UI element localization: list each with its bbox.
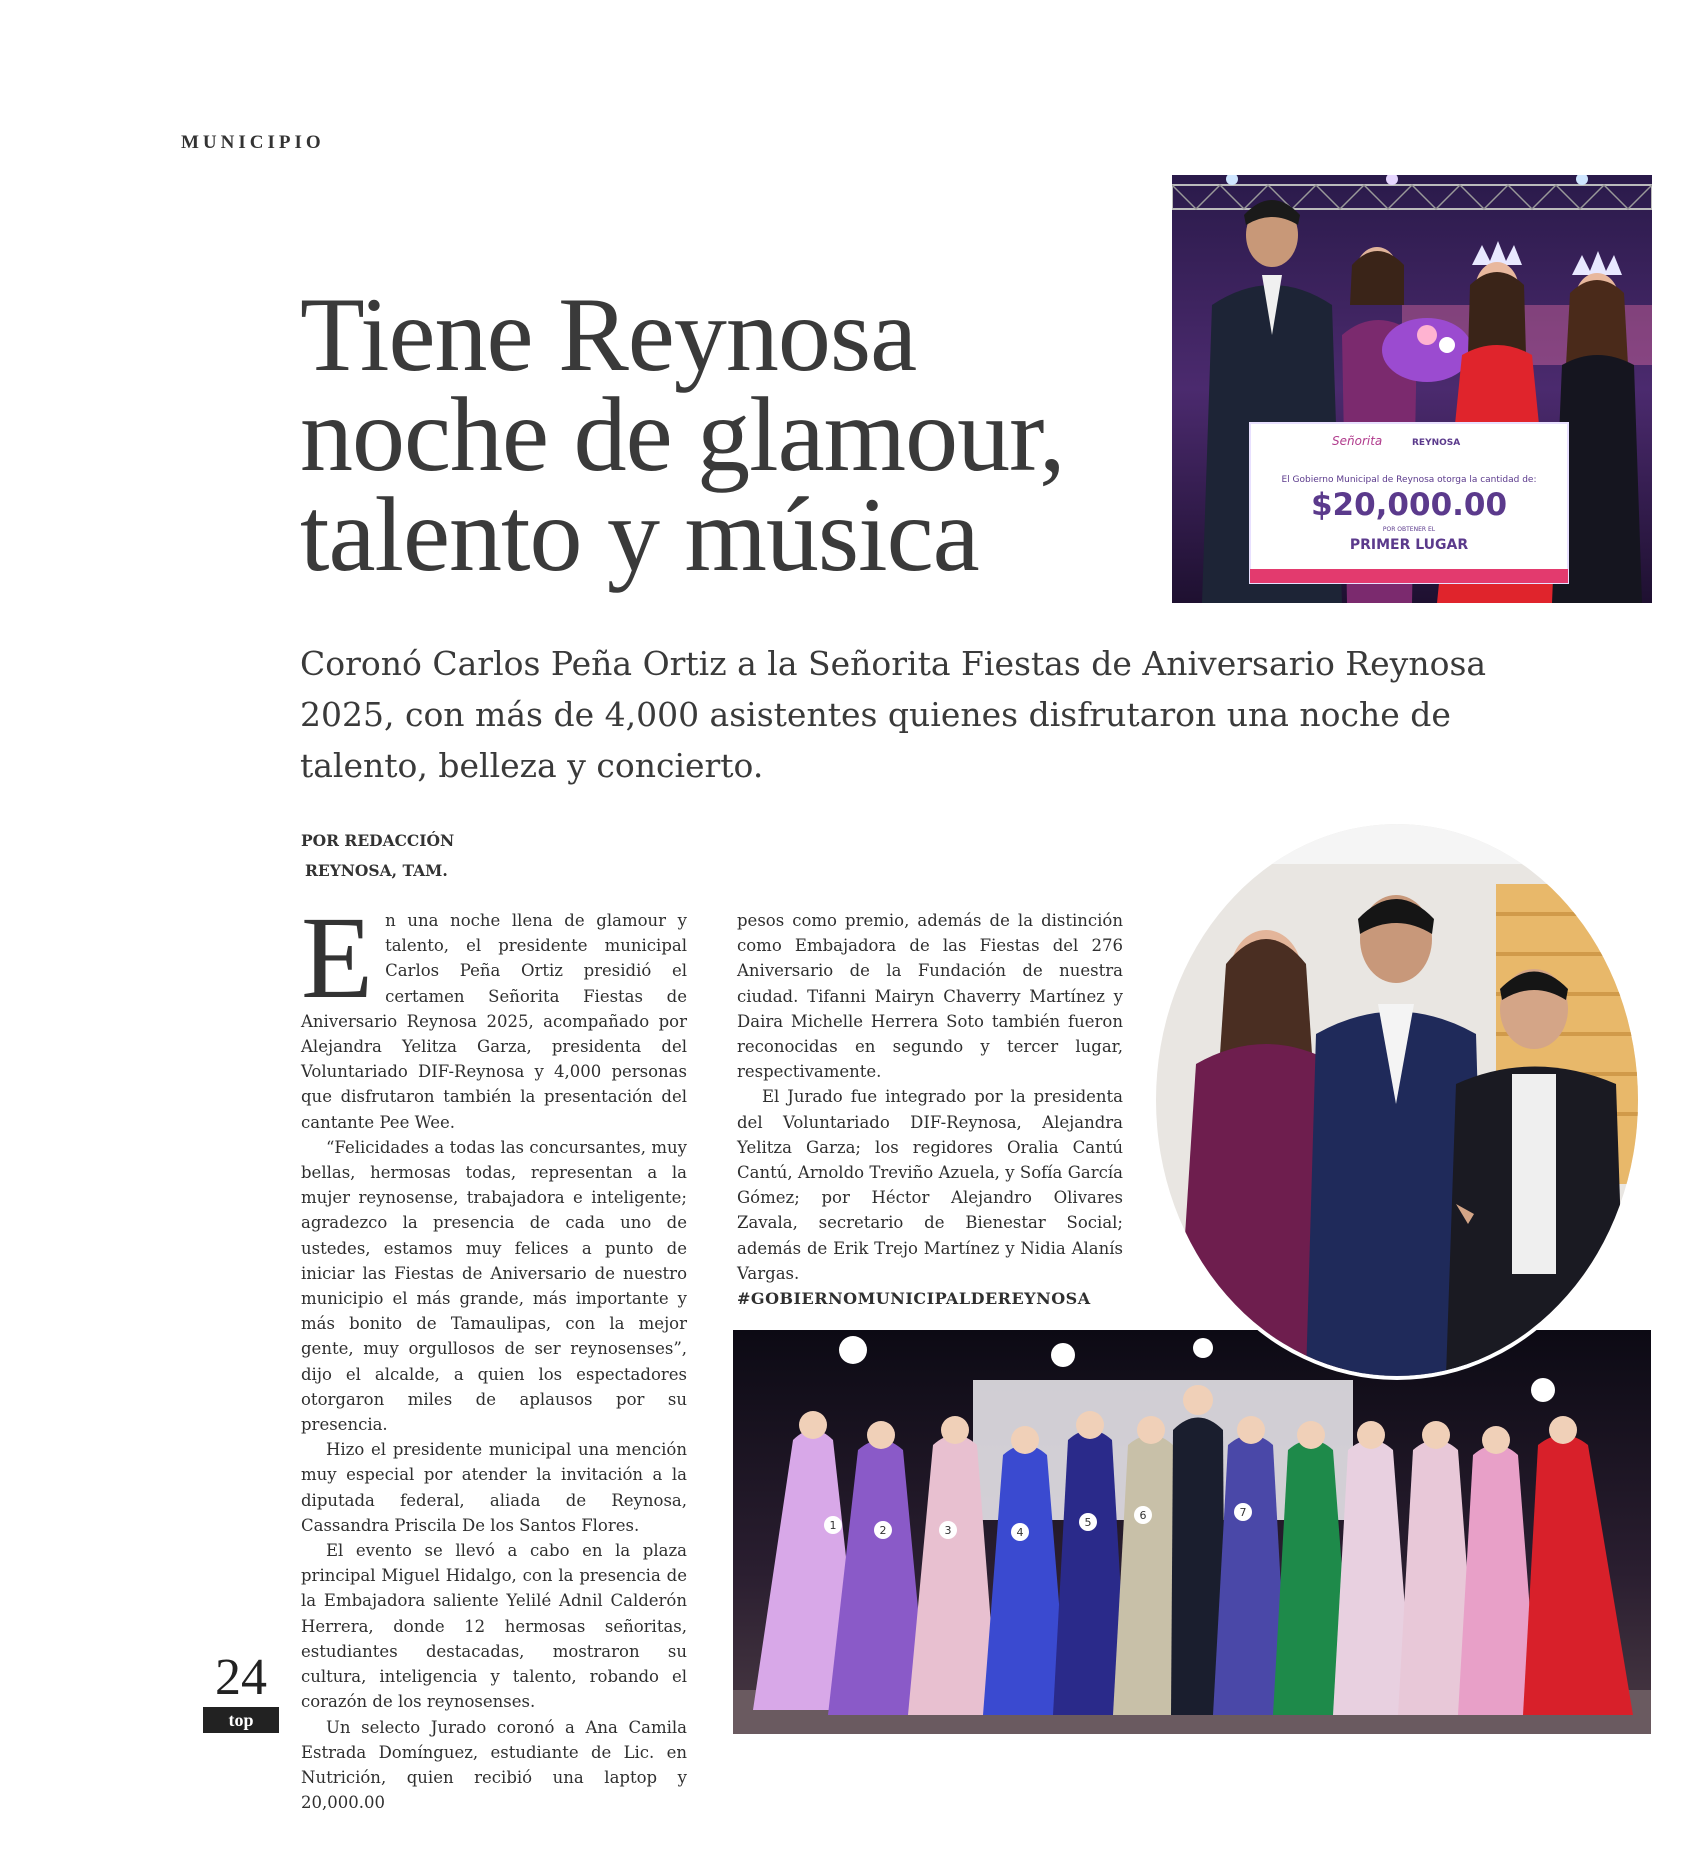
check-place: PRIMER LUGAR (1349, 537, 1469, 553)
sash-number: 7 (1239, 1506, 1247, 1519)
hashtag: #GOBIERNOMUNICIPALDEREYNOSA (737, 1289, 1091, 1309)
article-paragraph: Un selecto Jurado coronó a Ana Camila Estrada Domínguez, estudiante de Lic. en Nutrición, quien recibió una laptop y 20,000.00 (301, 1717, 687, 1813)
photo-contestants-group (733, 1330, 1651, 1734)
sash-number: 6 (1139, 1509, 1147, 1522)
sash-number: 2 (879, 1524, 887, 1537)
photo-contestants-group-image (733, 1330, 1651, 1734)
sash-number: 5 (1084, 1516, 1092, 1529)
drop-cap: E (301, 892, 374, 1023)
article-paragraph: El evento se llevó a cabo en la plaza principal Miguel Hidalgo, con la presencia de la Embajadora saliente Yelilé Adnil Calderón Herrera, donde 12 hermosas señoritas, estudiantes destacadas, mostraron su cultura, inteligencia y talento, robando el corazón de los reynosenses. (301, 1541, 687, 1712)
byline-author: POR REDACCIÓN (301, 831, 455, 850)
headline-line-1: Tiene Reynosa (300, 276, 917, 393)
photo-winner-check (1172, 175, 1652, 603)
section-label: MUNICIPIO (181, 132, 325, 153)
check-city: REYNOSA (1412, 438, 1461, 448)
check-line: El Gobierno Municipal de Reynosa otorga la cantidad de: (1281, 475, 1537, 485)
sash-number: 3 (944, 1524, 952, 1537)
article-paragraph: “Felicidades a todas las concursantes, muy bellas, hermosas todas, representan a la mujer reynosense, trabajadora e inteligente; agradezco la presencia de cada uno de ustedes, estamos muy felices a punto de iniciar las Fiestas de Aniversario de nuestro municipio el más grande, más importante y más bonito de Tamaulipas, con la mejor gente, muy orgullosos de ser reynosenses”, dijo el alcalde, a quien los espectadores otorgaron miles de aplausos por su presencia. (301, 1137, 687, 1435)
article-paragraph: En una noche llena de glamour y talento, el presidente municipal Carlos Peña Ortiz presidió el certamen Señorita Fiestas de Aniversario Reynosa 2025, acompañado por Alejandra Yelitza Garza, presidenta del Voluntariado DIF-Reynosa y 4,000 personas que disfrutaron también la presentación del cantante Pee Wee. (301, 892, 687, 1132)
check-brand: Señorita (1332, 434, 1383, 448)
subhead: Coronó Carlos Peña Ortiz a la Señorita Fiestas de Aniversario Reynosa 2025, con más de 4,000 asistentes quienes disfrutaron una noche de talento, belleza y concierto. (300, 644, 1487, 785)
check-small: POR OBTENER EL (1382, 526, 1436, 533)
headline-line-2: noche de glamour, (300, 376, 1065, 493)
article-paragraph: pesos como premio, además de la distinción como Embajadora de las Fiestas del 276 Aniversario de la Fundación de nuestra ciudad. Tifanni Mairyn Chaverry Martínez y Daira Michelle Herrera Soto también fueron reconocidas en segundo y tercer lugar, respectivamente. (737, 911, 1123, 1082)
article-paragraph: El Jurado fue integrado por la presidenta del Voluntariado DIF-Reynosa, Alejandra Yelitza Garza; los regidores Oralia Cantú Cantú, Arnoldo Treviño Azuela, y Sofía García Gómez; por Héctor Alejandro Olivares Zavala, secretario de Bienestar Social; además de Erik Trejo Martínez y Nidia Alanís Vargas. (737, 1087, 1123, 1283)
photo-winner-check-image (1172, 175, 1652, 603)
photo-circle-portrait-image (1156, 824, 1638, 1376)
article-column-1 (301, 892, 687, 1815)
article-paragraph: Hizo el presidente municipal una mención muy especial por atender la invitación a la diputada federal, aliada de Reynosa, Cassandra Priscila De los Santos Flores. (301, 1440, 687, 1535)
headline (300, 276, 1160, 593)
headline-line-3: talento y música (300, 476, 979, 593)
page-number: 24 (215, 1649, 267, 1706)
page-tag: top (203, 1707, 279, 1733)
byline (301, 826, 454, 886)
photo-circle-portrait (1152, 820, 1642, 1380)
byline-location: REYNOSA, TAM. (305, 861, 448, 880)
sash-number: 1 (829, 1519, 837, 1532)
sash-number: 4 (1016, 1526, 1024, 1539)
check-amount: $20,000.00 (1310, 487, 1508, 523)
article-column-2 (737, 908, 1123, 1311)
